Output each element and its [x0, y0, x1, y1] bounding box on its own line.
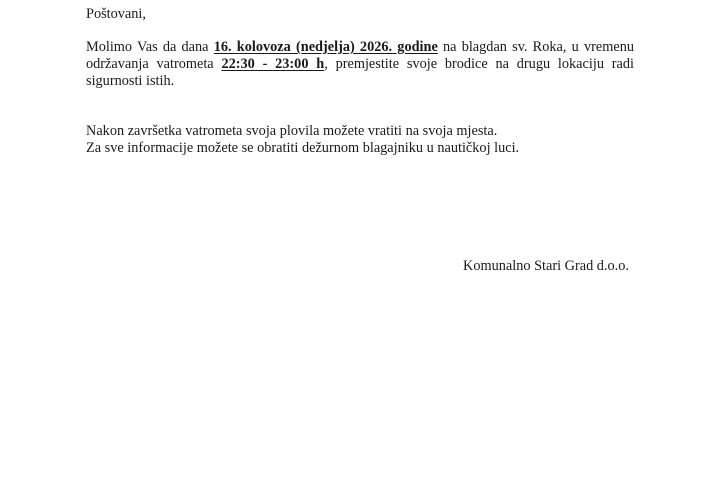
- greeting: Poštovani,: [86, 6, 146, 22]
- date-highlight: 16. kolovoza (nedjelja) 2026. godine: [213, 39, 438, 55]
- info-line: Nakon završetka vatrometa svoja plovila možete vratiti na svoja mjesta.: [86, 123, 498, 139]
- main-text-part-3: , premjestite svoje brodice na drugu lokaciju radi sigurnosti istih.: [86, 56, 634, 90]
- main-text-part-1: Molimo Vas da dana: [86, 39, 214, 55]
- time-highlight: 22:30 - 23:00 h: [221, 56, 325, 73]
- info-paragraph: [86, 123, 634, 157]
- signature: Komunalno Stari Grad d.o.o.: [463, 258, 629, 274]
- info-line: Za sve informacije možete se obratiti dežurnom blagajniku u nautičkoj luci.: [86, 140, 520, 157]
- main-paragraph: [86, 39, 634, 91]
- main-text-part-2: na blagdan sv. Roka, u vremenu održavanja vatrometa: [86, 39, 634, 73]
